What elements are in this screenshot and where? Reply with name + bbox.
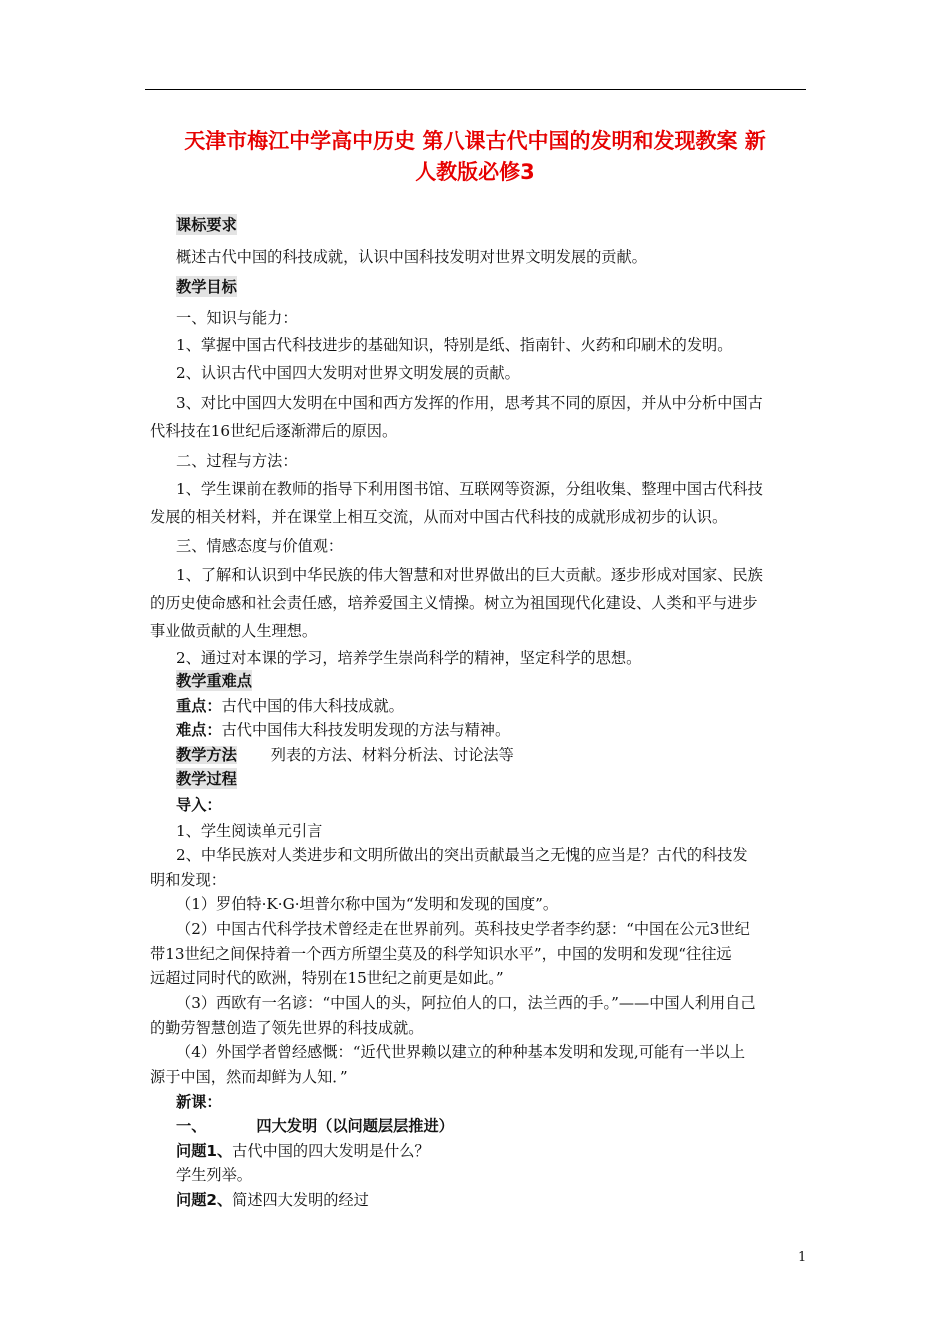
paragraph — [176, 744, 514, 765]
heading-curriculum: 课标要求 — [176, 216, 237, 234]
paragraph: 1、学生阅读单元引言 — [176, 822, 323, 840]
label-key: 重点： — [176, 697, 222, 715]
page-number: 1 — [798, 1250, 807, 1265]
paragraph: 源于中国，然而却鲜为人知．” — [150, 1068, 348, 1086]
heading-process: 教学过程 — [176, 770, 237, 788]
paragraph: 2、中华民族对人类进步和文明所做出的突出贡献最当之无愧的应当是？古代的科技发 — [176, 846, 748, 864]
paragraph: （3）西欧有一名谚：“中国人的头，阿拉伯人的口，法兰西的手。”——中国人利用自己 — [176, 994, 756, 1012]
paragraph: （1）罗伯特·K·G·坦普尔称中国为“发明和发现的国度”。 — [176, 895, 559, 913]
paragraph — [176, 695, 404, 716]
paragraph: 的历史使命感和社会责任感，培养爱国主义情操。树立为祖国现代化建设、人类和平与进步 — [150, 594, 758, 612]
title-line-2: 人教版必修3 — [415, 160, 535, 184]
paragraph: 1、掌握中国古代科技进步的基础知识，特别是纸、指南针、火药和印刷术的发明。 — [176, 336, 733, 354]
document-title — [150, 126, 800, 188]
paragraph: 1、学生课前在教师的指导下利用图书馆、互联网等资源，分组收集、整理中国古代科技 — [176, 480, 763, 498]
part-title: 四大发明（以问题层层推进） — [256, 1117, 454, 1135]
paragraph: 三、情感态度与价值观： — [176, 537, 344, 555]
paragraph: （2）中国古代科学技术曾经走在世界前列。英科技史学者李约瑟：“中国在公元3世纪 — [176, 920, 750, 938]
text-methods: 列表的方法、材料分析法、讨论法等 — [270, 746, 514, 764]
paragraph: 概述古代中国的科技成就，认识中国科技发明对世界文明发展的贡献。 — [176, 248, 647, 266]
label-difficulty: 难点： — [176, 721, 222, 739]
text-key: 古代中国的伟大科技成就。 — [221, 697, 404, 715]
paragraph: 发展的相关材料，并在课堂上相互交流，从而对中国古代科技的成就形成初步的认识。 — [150, 508, 728, 526]
paragraph: 远超过同时代的欧洲，特别在15世纪之前更是如此。” — [150, 969, 504, 987]
question — [176, 1189, 369, 1210]
paragraph: 2、认识古代中国四大发明对世界文明发展的贡献。 — [176, 364, 520, 382]
label-new-lesson: 新课： — [176, 1093, 222, 1111]
heading-objectives: 教学目标 — [176, 278, 237, 296]
paragraph: 一、知识与能力： — [176, 309, 298, 327]
paragraph: 明和发现： — [150, 871, 226, 889]
question-text: 古代中国的四大发明是什么？ — [232, 1142, 430, 1160]
paragraph: 学生列举。 — [176, 1166, 252, 1184]
heading-key-points: 教学重难点 — [176, 672, 252, 690]
paragraph — [176, 719, 510, 740]
heading-methods: 教学方法 — [176, 746, 237, 764]
paragraph: 带13世纪之间保持着一个西方所望尘莫及的科学知识水平”，中国的发明和发现“往往远 — [150, 945, 732, 963]
question-label: 问题2、 — [176, 1191, 233, 1209]
question-text: 简述四大发明的经过 — [232, 1191, 369, 1209]
paragraph: 3、对比中国四大发明在中国和西方发挥的作用，思考其不同的原因，并从中分析中国古 — [176, 394, 763, 412]
paragraph: （4）外国学者曾经感慨：“近代世界赖以建立的种种基本发明和发现,可能有一半以上 — [176, 1043, 746, 1061]
text-difficulty: 古代中国伟大科技发明发现的方法与精神。 — [221, 721, 511, 739]
paragraph: 代科技在16世纪后逐渐滞后的原因。 — [150, 422, 398, 440]
paragraph: 1、了解和认识到中华民族的伟大智慧和对世界做出的巨大贡献。逐步形成对国家、民族 — [176, 566, 763, 584]
paragraph: 事业做贡献的人生理想。 — [150, 622, 318, 640]
question-label: 问题1、 — [176, 1142, 233, 1160]
paragraph: 2、通过对本课的学习，培养学生崇尚科学的精神，坚定科学的思想。 — [176, 649, 642, 667]
label-intro: 导入： — [176, 796, 222, 814]
header-rule — [145, 89, 806, 90]
part-heading — [176, 1115, 454, 1136]
title-line-1: 天津市梅江中学高中历史 第八课古代中国的发明和发现教案 新 — [184, 129, 766, 153]
question — [176, 1140, 430, 1161]
part-number: 一、 — [176, 1117, 207, 1135]
paragraph: 的勤劳智慧创造了领先世界的科技成就。 — [150, 1019, 424, 1037]
paragraph: 二、过程与方法： — [176, 452, 298, 470]
